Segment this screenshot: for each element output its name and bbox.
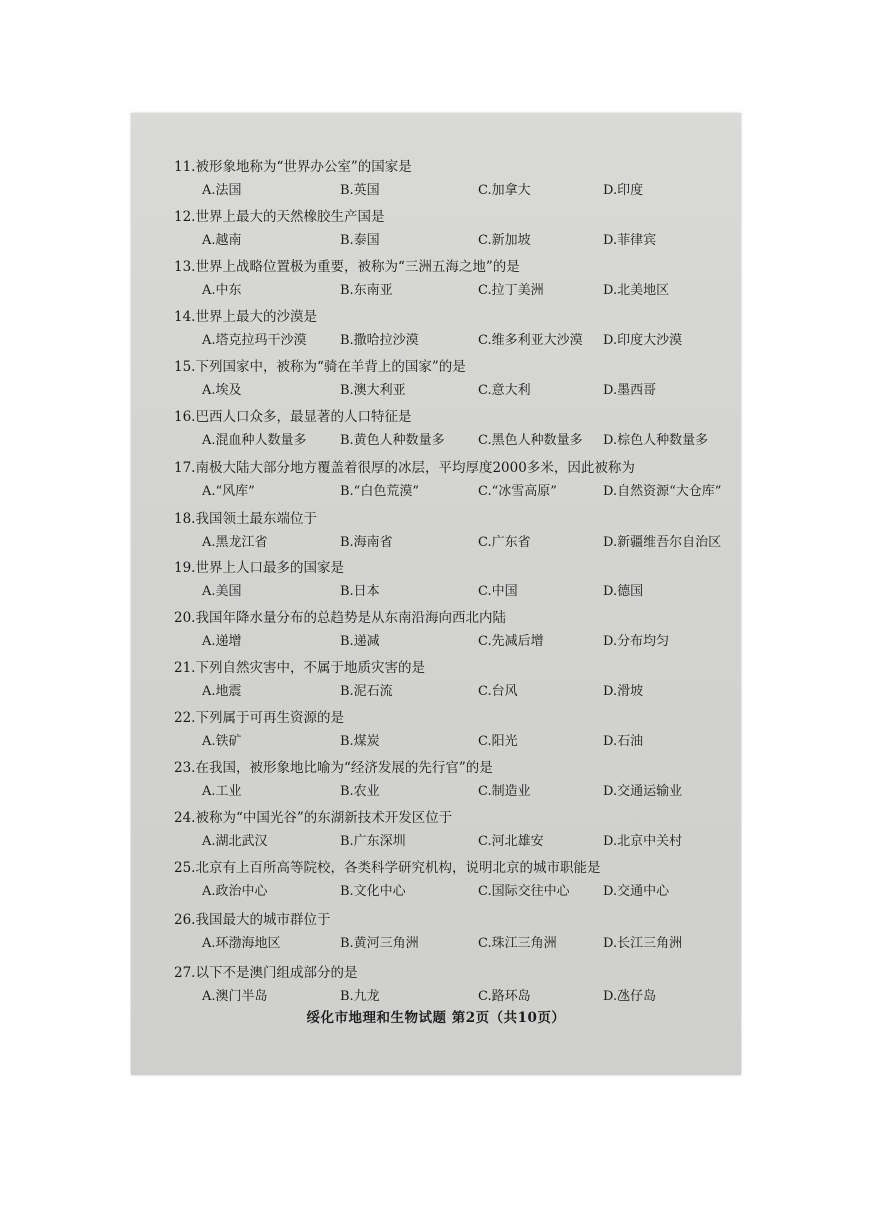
answer-option: A.美国 [202,584,242,599]
question-text: 21.下列自然灾害中，不属于地质灾害的是 [174,660,425,676]
question-text: 19.世界上人口最多的国家是 [174,560,344,576]
answer-option: B.泰国 [340,233,380,248]
answer-option: B.日本 [340,584,380,599]
answer-option: C.先减后增 [478,634,544,649]
answer-option: D.菲律宾 [603,233,657,248]
answer-option: D.德国 [603,584,644,599]
answer-option: B.东南亚 [340,283,393,298]
question-text: 26.我国最大的城市群位于 [174,912,331,928]
question-text: 16.巴西人口众多，最显著的人口特征是 [174,409,412,425]
answer-option: D.交通运输业 [603,784,683,799]
answer-option: B.泥石流 [340,684,393,699]
answer-option: C.台风 [478,684,518,699]
answer-option: A.埃及 [202,383,242,398]
question-text: 15.下列国家中，被称为“骑在羊背上的国家”的是 [174,359,466,375]
answer-option: A.环渤海地区 [202,936,281,951]
answer-option: C.维多利亚大沙漠 [478,333,583,348]
answer-option: D.北美地区 [603,283,670,298]
answer-option: A.湖北武汉 [202,834,268,849]
answer-option: C.黑色人种数量多 [478,433,583,448]
answer-option: A.法国 [202,183,242,198]
answer-option: B.九龙 [340,989,380,1004]
answer-option: B.英国 [340,183,380,198]
answer-option: B.海南省 [340,535,393,550]
answer-option: B.撒哈拉沙漠 [340,333,419,348]
answer-option: D.印度大沙漠 [603,333,683,348]
question-text: 24.被称为“中国光谷”的东湖新技术开发区位于 [174,810,453,826]
answer-option: A.地震 [202,684,242,699]
answer-option: A.澳门半岛 [202,989,268,1004]
answer-option: C.珠江三角洲 [478,936,557,951]
answer-option: D.分布均匀 [603,634,670,649]
answer-option: B.农业 [340,784,380,799]
question-text: 18.我国领土最东端位于 [174,511,317,527]
exam-page [131,113,741,1075]
answer-option: C.广东省 [478,535,531,550]
answer-option: D.墨西哥 [603,383,657,398]
answer-option: A.混血种人数量多 [202,433,307,448]
answer-option: D.印度 [603,183,644,198]
answer-option: D.滑坡 [603,684,644,699]
answer-option: A.中东 [202,283,242,298]
answer-option: A.递增 [202,634,242,649]
answer-option: D.新疆维吾尔自治区 [603,535,722,550]
answer-option: D.自然资源“大仓库” [603,484,722,499]
answer-option: D.石油 [603,734,644,749]
answer-option: B.煤炭 [340,734,380,749]
question-text: 22.下列属于可再生资源的是 [174,710,344,726]
answer-option: B.黄河三角洲 [340,936,419,951]
question-text: 17.南极大陆大部分地方覆盖着很厚的冰层，平均厚度2000多米，因此被称为 [174,460,635,476]
question-text: 20.我国年降水量分布的总趋势是从东南沿海向西北内陆 [174,610,506,626]
answer-option: C.制造业 [478,784,531,799]
question-text: 13.世界上战略位置极为重要，被称为“三洲五海之地”的是 [174,259,520,275]
answer-option: C.中国 [478,584,518,599]
answer-option: C.加拿大 [478,183,531,198]
question-text: 25.北京有上百所高等院校，各类科学研究机构，说明北京的城市职能是 [174,860,601,876]
question-text: 11.被形象地称为“世界办公室”的国家是 [174,159,412,175]
question-text: 23.在我国，被形象地比喻为“经济发展的先行官”的是 [174,760,493,776]
question-text: 12.世界上最大的天然橡胶生产国是 [174,209,385,225]
answer-option: C.河北雄安 [478,834,544,849]
page-footer: 绥化市地理和生物试题 第2页（共10页） [306,1010,566,1026]
answer-option: A.工业 [202,784,242,799]
answer-option: A.政治中心 [202,884,268,899]
answer-option: B.递减 [340,634,380,649]
answer-option: C.路环岛 [478,989,531,1004]
answer-option: B.广东深圳 [340,834,406,849]
question-text: 27.以下不是澳门组成部分的是 [174,965,358,981]
answer-option: A.塔克拉玛干沙漠 [202,333,307,348]
answer-option: A.黑龙江省 [202,535,268,550]
answer-option: C.新加坡 [478,233,531,248]
answer-option: C.“冰雪高原” [478,484,557,499]
answer-option: C.国际交往中心 [478,884,570,899]
answer-option: A.铁矿 [202,734,242,749]
answer-option: B.文化中心 [340,884,406,899]
answer-option: D.北京中关村 [603,834,683,849]
answer-option: A.“风库” [202,484,255,499]
answer-option: D.氹仔岛 [603,989,657,1004]
question-text: 14.世界上最大的沙漠是 [174,309,317,325]
answer-option: D.交通中心 [603,884,670,899]
answer-option: B.澳大利亚 [340,383,406,398]
answer-option: C.意大利 [478,383,531,398]
answer-option: B.黄色人种数量多 [340,433,445,448]
answer-option: D.长江三角洲 [603,936,683,951]
answer-option: C.拉丁美洲 [478,283,544,298]
answer-option: B.“白色荒漠” [340,484,419,499]
answer-option: C.阳光 [478,734,518,749]
answer-option: D.棕色人种数量多 [603,433,709,448]
answer-option: A.越南 [202,233,242,248]
